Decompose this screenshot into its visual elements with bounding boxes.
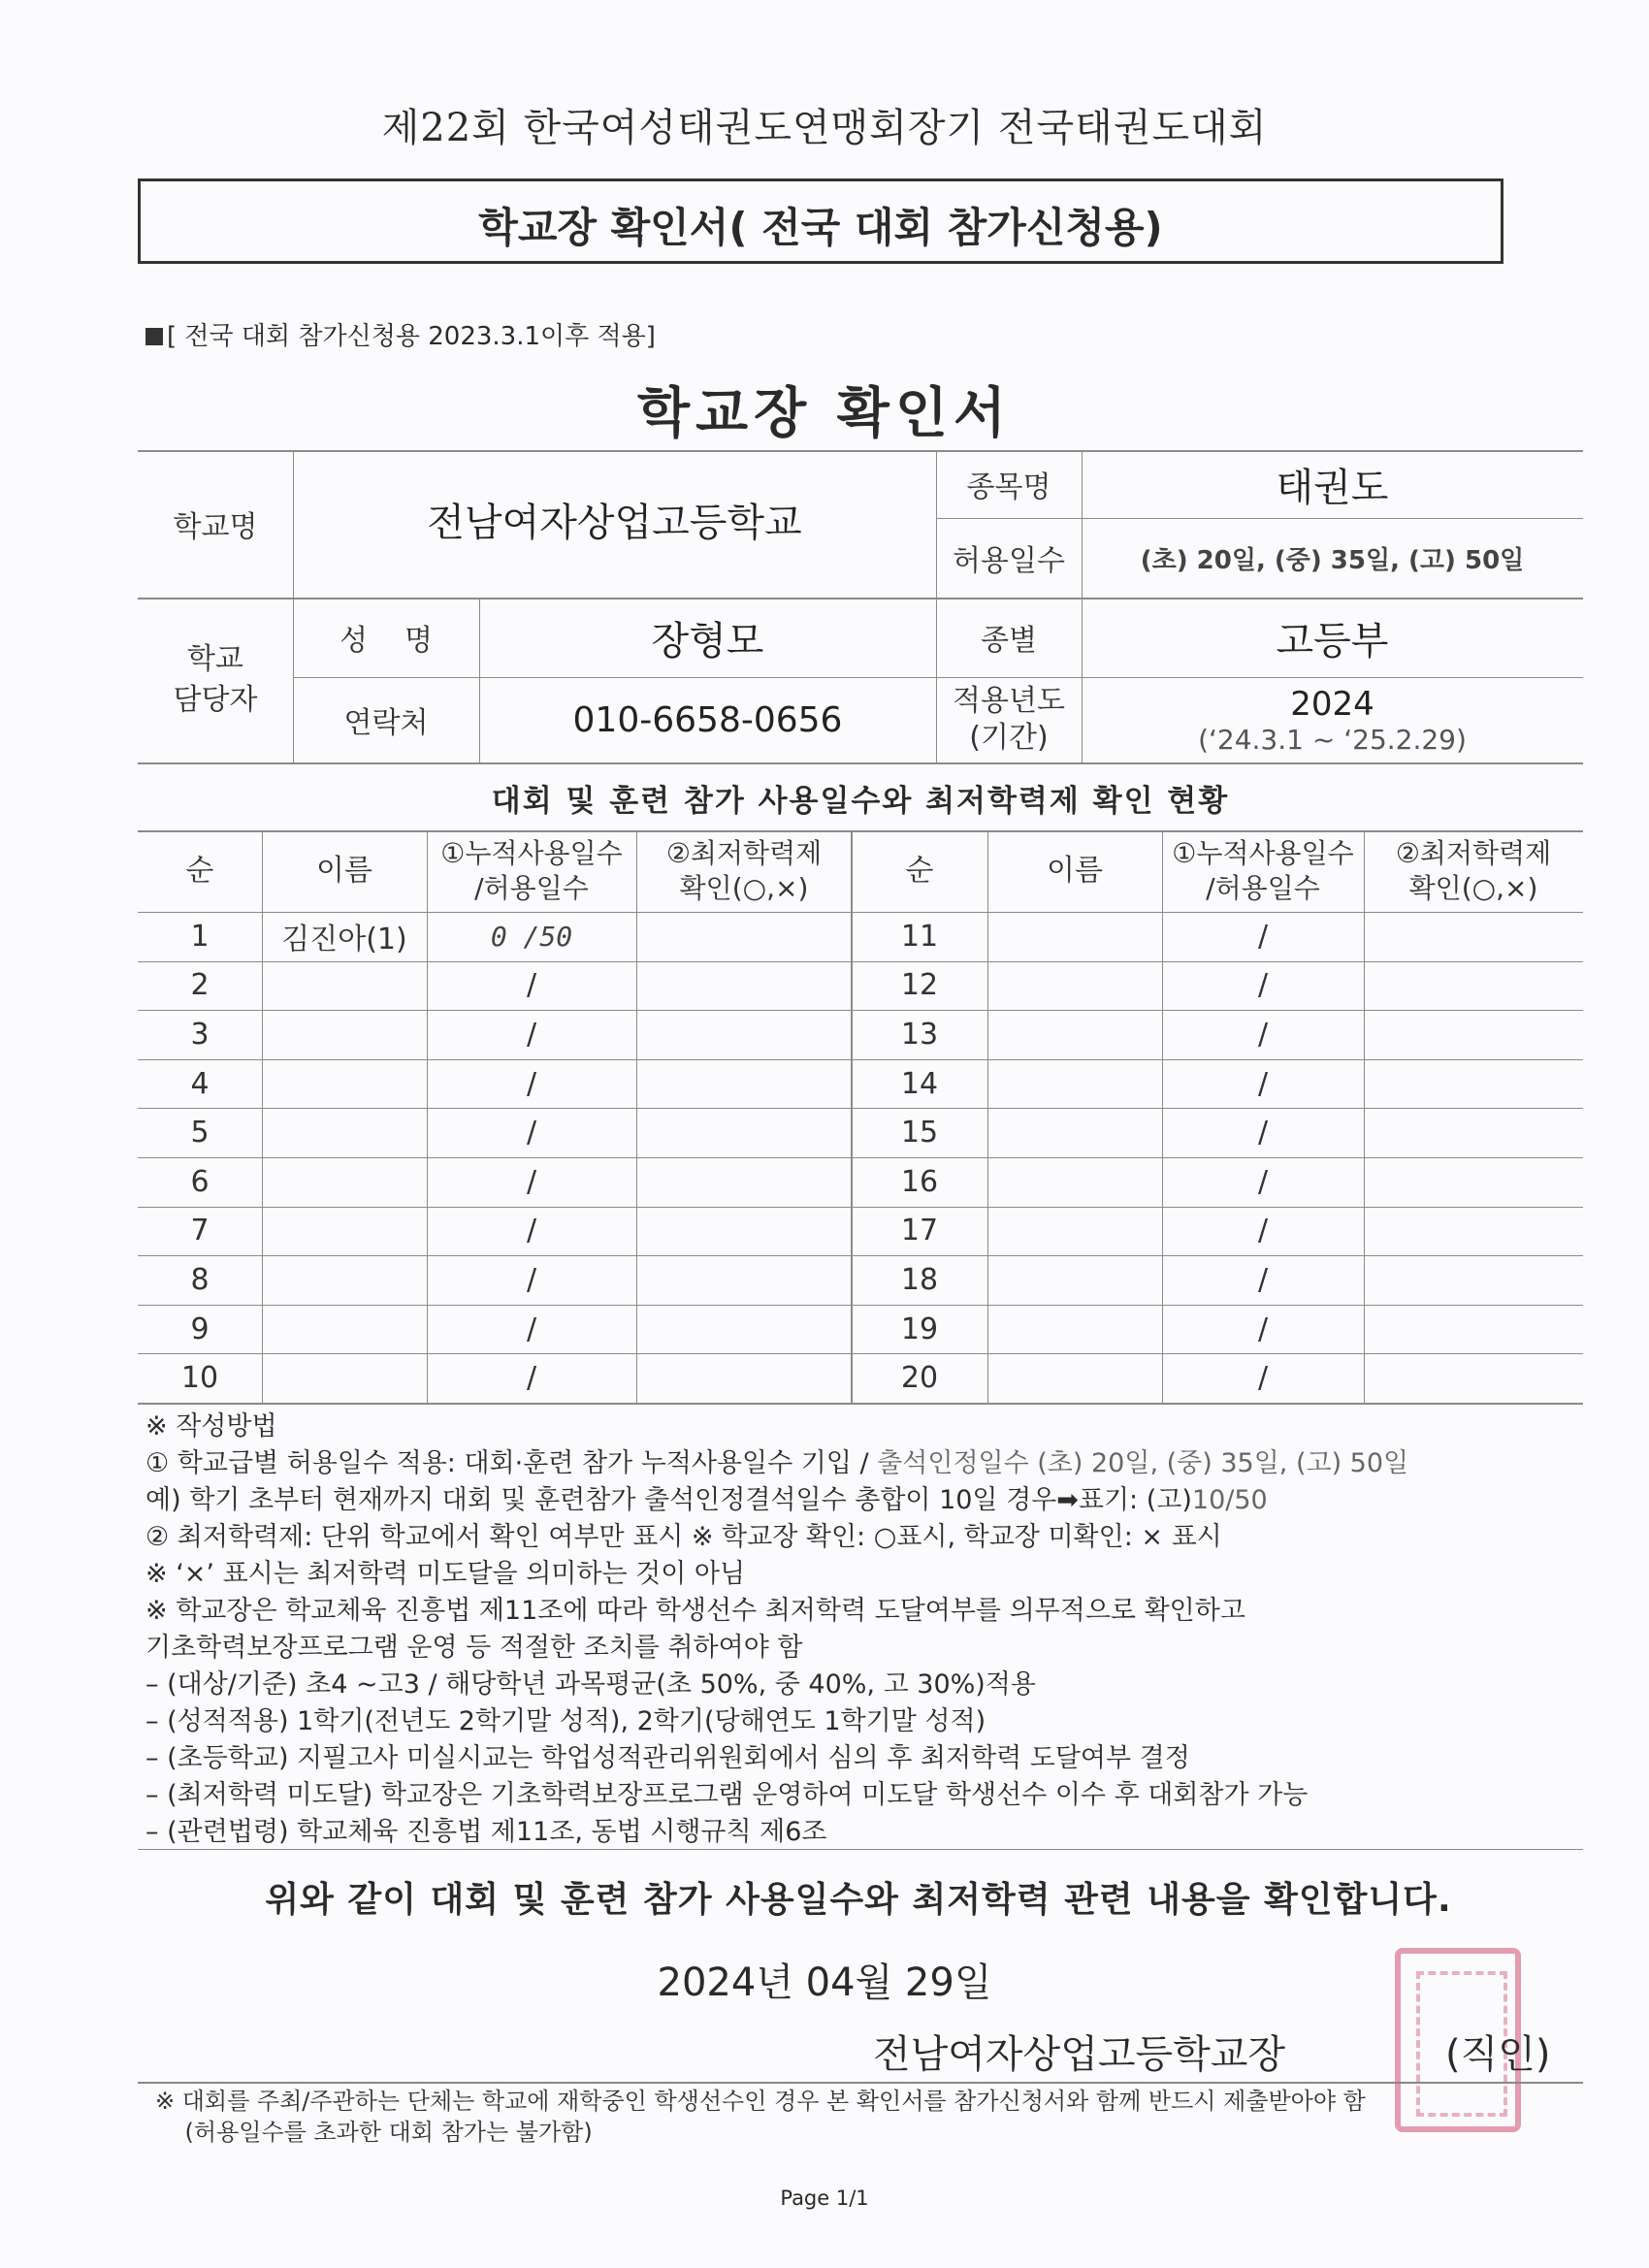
table-cell-right-days: / [1257,1262,1269,1297]
contact-label: 연락처 [343,706,429,740]
table-cell-right-check [1364,1255,1583,1305]
table-cell-right-check [1364,1010,1583,1059]
table-cell-right-check [1364,1059,1583,1109]
table-cell-right-no: 18 [900,1262,939,1297]
table-row-border [138,1353,1583,1354]
header-days-left: ①누적사용일수 /허용일수 [440,836,623,904]
event-title: 제22회 한국여성태권도연맹회장기 전국태권도대회 [381,106,1268,150]
notes-heading: ※ 작성방법 [146,1411,277,1442]
table-cell-right-days: / [1257,1361,1269,1396]
contact-value: 010-6658-0656 [572,699,843,740]
detail-5: – (관련법령) 학교체육 진흥법 제11조, 동법 시행규칙 제6조 [146,1817,827,1847]
table-column-border [262,830,263,1403]
table-cell-left-days: / [526,1262,537,1297]
table-cell-left-no: 9 [190,1312,210,1346]
section-heading: 대회 및 훈련 참가 사용일수와 최저학력제 확인 현황 [491,784,1230,819]
sport-label: 종목명 [966,470,1051,504]
table-column-border [636,830,637,1403]
table-cell-left-name [262,1010,427,1059]
manager-name: 장형모 [651,618,764,664]
table-cell-left-no: 2 [190,968,210,1003]
footnote [155,2086,1366,2148]
table-column-border [1162,830,1163,1403]
table-cell-left-check [636,1255,852,1305]
table-cell-left-no: 3 [190,1017,210,1052]
table-cell-right-no: 16 [900,1164,939,1199]
table-cell-right-check [1364,1108,1583,1157]
footnote-divider [138,2082,1583,2084]
table-cell-left-no: 4 [190,1066,210,1101]
detail-4: – (최저학력 미도달) 학교장은 기초학력보장프로그램 운영하여 미도달 학생선수 이수 후 대회참가 가능 [146,1780,1309,1810]
note-5: 기초학력보장프로그램 운영 등 적절한 조치를 취하여야 함 [146,1633,803,1663]
table-cell-left-days: / [526,1312,537,1346]
table-row-border [138,1059,1583,1060]
table-cell-right-days: / [1257,1214,1269,1248]
note-1 [146,1445,1552,1482]
note-3: ※ ‘×’ 표시는 최저학력 미도달을 의미하는 것이 아님 [146,1559,746,1589]
table-cell-left-days: / [526,1214,537,1248]
note-4: ※ 학교장은 학교체육 진흥법 제11조에 따라 학생선수 최저학력 도달여부를 의무적으로 확인하고 [146,1596,1245,1626]
seal-placeholder: (직인) [1445,2032,1551,2077]
year-cell [1082,677,1583,762]
header-days-right: ①누적사용일수 /허용일수 [1172,836,1354,904]
header-name-right: 이름 [1047,854,1103,889]
year-value: 2024 [1290,684,1374,724]
table-cell-right-name [987,1207,1162,1256]
table-cell-left-name [262,1157,427,1207]
table-cell-right-check [1364,1207,1583,1256]
table-cell-left-days: / [526,1361,537,1396]
table-cell-right-days: / [1257,1312,1269,1346]
allowed-days-label: 허용일수 [953,544,1065,578]
table-top-border [138,830,1583,832]
note-1-marking: ➡표기: (고) [1056,1485,1192,1515]
table-cell-right-no: 15 [900,1116,939,1150]
notes-section [146,1409,1552,1851]
note-1-highlight: 출석인정일수 (초) 20일, (중) 35일, (고) 50일 [877,1448,1409,1478]
header-check-right: ②최저학력제 확인(○,×) [1395,836,1552,904]
table-cell-right-no: 13 [900,1017,939,1052]
sign-date: 2024년 04월 29일 [657,1960,992,2005]
table-cell-left-no: 6 [190,1164,210,1199]
table-cell-left-days: / [526,1164,537,1199]
table-cell-right-no: 19 [900,1312,939,1346]
header-no-right: 순 [905,854,934,889]
table-cell-right-name [987,1157,1162,1207]
table-row-border [138,1255,1583,1256]
table-cell-left-name [262,1207,427,1256]
square-bullet-icon [146,328,163,345]
table-cell-left-name [262,1353,427,1403]
table-bottom-border [138,1403,1583,1405]
table-cell-left-no: 8 [190,1262,210,1297]
main-title: 학교장 확인서( 전국 대회 참가신청용) [478,204,1163,251]
table-column-border [987,830,988,1403]
table-cell-left-no: 1 [190,919,210,954]
footnote-line-2: (허용일수를 초과한 대회 참가는 불가함) [155,2119,593,2146]
table-cell-left-name [262,1108,427,1157]
detail-3: – (초등학교) 지필고사 미실시교는 학업성적관리위원회에서 심의 후 최저학력 도달여부 결정 [146,1743,1190,1773]
table-cell-left-name: 김진아(1) [281,923,407,957]
school-name: 전남여자상업고등학교 [427,500,802,545]
note-2: ② 최저학력제: 단위 학교에서 확인 여부만 표시 ※ 학교장 확인: ○표시, 학교장 미확인: × 표시 [146,1522,1222,1552]
allowed-days-value: (초) 20일, (중) 35일, (고) 50일 [1140,545,1525,575]
table-cell-right-name [987,1108,1162,1157]
rule-note-text: [ 전국 대회 참가신청용 2023.3.1이후 적용] [167,322,656,351]
table-cell-right-days: / [1257,1164,1269,1199]
table-cell-right-no: 17 [900,1214,939,1248]
note-1-example [146,1482,1552,1519]
header-check-left: ②최저학력제 확인(○,×) [665,836,823,904]
table-row-border [138,1157,1583,1158]
table-cell-left-check [636,961,852,1011]
table-cell-right-check [1364,1305,1583,1354]
table-column-border [427,830,428,1403]
header-name-left: 이름 [316,854,372,889]
table-cell-left-no: 7 [190,1214,210,1248]
name-label: 성 명 [339,624,434,658]
table-cell-left-no: 5 [190,1116,210,1150]
note-1-example-text: 예) 학기 초부터 현재까지 대회 및 훈련참가 출석인정결석일수 총합이 10일 경우 [146,1485,1057,1515]
table-cell-left-check [636,1010,852,1059]
detail-2: – (성적적용) 1학기(전년도 2학기말 성적), 2학기(당해연도 1학기말 성적) [146,1706,986,1736]
table-cell-left-check [636,1059,852,1109]
table-cell-right-days: / [1257,968,1269,1003]
table-row-border [138,961,1583,962]
table-cell-left-days: / [526,1017,537,1052]
table-cell-left-name [262,961,427,1011]
school-label: 학교명 [173,510,258,544]
table-header-border [138,912,1583,913]
table-cell-right-no: 20 [900,1361,939,1396]
table-cell-right-name [987,1010,1162,1059]
table-row-border [138,1207,1583,1208]
category-label: 종별 [981,624,1037,658]
table-row-border [138,1108,1583,1109]
table-cell-right-name [987,1255,1162,1305]
confirmation-statement: 위와 같이 대회 및 훈련 참가 사용일수와 최저학력 관련 내용을 확인합니다. [265,1880,1452,1920]
table-cell-right-days: / [1257,1066,1269,1101]
table-center-border [851,830,853,1403]
table-cell-right-days: / [1257,1116,1269,1150]
note-1-text: ① 학교급별 허용일수 적용: 대회·훈련 참가 누적사용일수 기입 / [146,1448,878,1478]
table-cell-right-no: 14 [900,1066,939,1101]
table-cell-right-name [987,1059,1162,1109]
table-column-border [1364,830,1365,1403]
table-cell-left-days: 0 /50 [490,920,573,953]
table-cell-left-check [636,1353,852,1403]
table-cell-right-check [1364,961,1583,1011]
table-cell-right-check [1364,1157,1583,1207]
table-cell-left-no: 10 [180,1361,219,1396]
page-number: Page 1/1 [780,2187,869,2210]
table-cell-left-days: / [526,1066,537,1101]
header-no-left: 순 [185,854,214,889]
table-cell-right-no: 12 [900,968,939,1003]
footnote-line-1: ※ 대회를 주최/주관하는 단체는 학교에 재학중인 학생선수인 경우 본 확인서를 참가신청서와 함께 반드시 제출받아야 함 [155,2088,1366,2115]
table-cell-left-name [262,1305,427,1354]
table-cell-right-check [1364,1353,1583,1403]
note-1-sample: 10/50 [1191,1485,1268,1515]
category-value: 고등부 [1276,618,1389,664]
table-cell-left-days: / [526,1116,537,1150]
manager-label: 학교 담당자 [173,642,258,717]
table-cell-right-check [1364,912,1583,961]
table-cell-right-name [987,912,1162,961]
table-row-border [138,1305,1583,1306]
table-cell-right-days: / [1257,1017,1269,1052]
rule-note [146,316,656,352]
document-title: 학교장 확인서 [636,382,1013,445]
table-cell-left-check [636,912,852,961]
table-cell-left-name [262,1255,427,1305]
table-cell-left-check [636,1108,852,1157]
table-cell-right-days: / [1257,919,1269,954]
detail-1: – (대상/기준) 초4 ~고3 / 해당학년 과목평균(초 50%, 중 40%, 고 30%)적용 [146,1669,1036,1700]
year-label: 적용년도 (기간) [953,684,1065,755]
table-cell-left-name [262,1059,427,1109]
table-cell-left-check [636,1157,852,1207]
table-cell-right-no: 11 [900,919,939,954]
table-cell-right-name [987,961,1162,1011]
principal-title: 전남여자상업고등학교장 [873,2032,1286,2077]
table-cell-left-check [636,1305,852,1354]
period-value: (‘24.3.1 ~ ‘25.2.29) [1198,723,1467,756]
sport-value: 태권도 [1276,465,1389,510]
table-cell-right-name [987,1305,1162,1354]
table-cell-right-name [987,1353,1162,1403]
table-cell-left-days: / [526,968,537,1003]
table-cell-left-check [636,1207,852,1256]
table-row-border [138,1010,1583,1011]
